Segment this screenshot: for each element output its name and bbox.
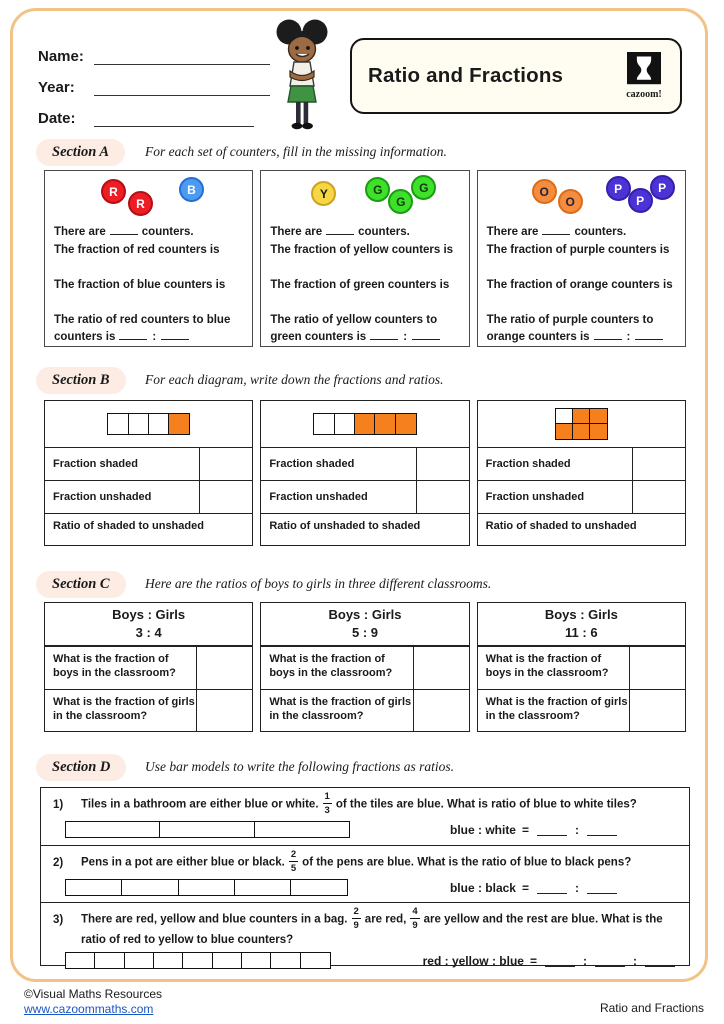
unshaded-cell xyxy=(94,952,125,969)
shaded-grid-diagram xyxy=(478,401,685,448)
counter-b: B xyxy=(179,177,204,202)
shaded-cell xyxy=(589,423,608,440)
shaded-cell xyxy=(555,423,574,440)
counter-set-1 xyxy=(45,171,252,221)
shaded-cell xyxy=(572,423,591,440)
unshaded-cell xyxy=(107,413,129,435)
shaded-cell xyxy=(354,413,376,435)
answer-blank[interactable] xyxy=(587,824,617,836)
counter-p: P xyxy=(606,176,631,201)
answer-blank[interactable] xyxy=(587,882,617,894)
unshaded-cell xyxy=(124,952,155,969)
fraction-line-yellow: The fraction of yellow counters is xyxy=(270,244,454,256)
ratio-heading: Boys : Girls 3 : 4 xyxy=(45,603,252,647)
unshaded-cell xyxy=(290,879,348,896)
count-blank[interactable] xyxy=(326,223,354,235)
bar-model-9 xyxy=(65,952,331,969)
section-d-label: Section D xyxy=(36,754,126,781)
name-field-row xyxy=(38,34,278,65)
counter-set-2 xyxy=(261,171,468,221)
diagram-box-1 xyxy=(44,400,253,546)
answer-blank[interactable] xyxy=(545,955,575,967)
ratio-row[interactable]: Ratio of shaded to unshaded xyxy=(485,520,637,532)
fraction-line-orange: The fraction of orange counters is xyxy=(486,279,673,291)
answer-line: blue : black = : xyxy=(450,881,619,895)
fraction-line-purple: The fraction of purple counters is xyxy=(486,244,670,256)
cazoom-logo xyxy=(616,52,680,100)
answer-blank[interactable] xyxy=(645,955,675,967)
girls-fraction-row: What is the fraction of girls in the classroom? xyxy=(478,690,685,732)
ratio-line: The ratio of red counters to blue counters is : xyxy=(54,314,231,343)
section-c-boxes xyxy=(44,602,686,732)
answer-cell[interactable] xyxy=(629,690,685,732)
counter-box-3 xyxy=(477,170,686,347)
ratio-row[interactable]: Ratio of shaded to unshaded xyxy=(53,520,204,532)
count-blank[interactable] xyxy=(110,223,138,235)
year-input-line[interactable] xyxy=(94,75,270,96)
year-label: Year: xyxy=(38,79,75,96)
unshaded-cell xyxy=(153,952,184,969)
section-d-instruction: Use bar models to write the following fractions as ratios. xyxy=(145,759,455,774)
ratio-heading: Boys : Girls 5 : 9 xyxy=(261,603,468,647)
section-c-instruction: Here are the ratios of boys to girls in three different classrooms. xyxy=(145,576,492,591)
year-field-row xyxy=(38,65,278,96)
counter-r: R xyxy=(101,179,126,204)
fraction-four-ninths: $\frac{4}{9}$ xyxy=(412,906,418,931)
unshaded-cell xyxy=(178,879,236,896)
section-a-label: Section A xyxy=(36,139,125,166)
name-label: Name: xyxy=(38,48,84,65)
counter-box-2 xyxy=(260,170,469,347)
girls-fraction-row: What is the fraction of girls in the classroom? xyxy=(45,690,252,732)
count-line: There are counters. xyxy=(270,223,463,240)
diagram-box-2 xyxy=(260,400,469,546)
fraction-two-ninths: $\frac{2}{9}$ xyxy=(353,906,359,931)
counter-p: P xyxy=(650,175,675,200)
answer-blank[interactable] xyxy=(595,955,625,967)
boys-girls-ratio: 5 : 9 xyxy=(351,625,378,640)
shaded-bar-diagram xyxy=(45,401,252,448)
problem-number: 1) xyxy=(53,798,64,811)
problem-number: 2) xyxy=(53,856,64,869)
ratio-blank[interactable] xyxy=(594,328,622,340)
footer-document-title: Ratio and Fractions xyxy=(599,1001,704,1015)
answer-cell[interactable] xyxy=(196,647,252,689)
shaded-cell xyxy=(395,413,417,435)
problem-number: 3) xyxy=(53,913,64,926)
answer-cell[interactable] xyxy=(629,647,685,689)
name-input-line[interactable] xyxy=(94,44,270,65)
ratio-blank[interactable] xyxy=(119,328,147,340)
counter-set-3 xyxy=(478,171,685,221)
bar-model-5 xyxy=(65,879,348,896)
answer-cell[interactable] xyxy=(199,481,252,513)
counter-r: R xyxy=(128,191,153,216)
boys-fraction-row: What is the fraction of boys in the classroom? xyxy=(478,647,685,690)
unshaded-cell xyxy=(212,952,243,969)
fraction-unshaded-row: Fraction unshaded xyxy=(45,481,252,514)
worksheet-title-box xyxy=(350,38,682,114)
answer-cell[interactable] xyxy=(199,448,252,480)
answer-blank[interactable] xyxy=(537,824,567,836)
copyright-text: ©Visual Maths Resources xyxy=(24,987,163,1001)
shaded-bar-diagram xyxy=(261,401,468,448)
unshaded-cell xyxy=(241,952,272,969)
classroom-box-2 xyxy=(260,602,469,732)
fraction-shaded-row: Fraction shaded xyxy=(45,448,252,481)
unshaded-cell xyxy=(148,413,170,435)
counter-p: P xyxy=(628,188,653,213)
answer-blank[interactable] xyxy=(537,882,567,894)
student-character-illustration xyxy=(270,18,334,137)
fraction-line-blue: The fraction of blue counters is xyxy=(54,279,226,291)
unshaded-cell xyxy=(182,952,213,969)
unshaded-cell xyxy=(300,952,331,969)
section-d-box xyxy=(40,787,690,966)
answer-cell[interactable] xyxy=(416,448,469,480)
cazoommaths-link[interactable]: www.cazoommaths.com xyxy=(24,1002,154,1016)
cazoom-logo-text: cazoom! xyxy=(626,89,662,100)
girls-fraction-row: What is the fraction of girls in the classroom? xyxy=(261,690,468,732)
bar-model-3 xyxy=(65,821,350,838)
unshaded-cell xyxy=(128,413,150,435)
date-input-line[interactable] xyxy=(94,106,254,127)
footer-left xyxy=(24,987,162,1017)
counter-o: O xyxy=(558,189,583,214)
count-blank[interactable] xyxy=(542,223,570,235)
unshaded-cell xyxy=(254,821,350,838)
answer-line: red : yellow : blue = : : xyxy=(423,954,677,968)
ratio-row[interactable]: Ratio of unshaded to shaded xyxy=(269,520,421,532)
section-c-label: Section C xyxy=(36,571,126,598)
answer-cell[interactable] xyxy=(413,690,469,732)
answer-line: blue : white = : xyxy=(450,823,619,837)
problem-text: There are red, yellow and blue counters in a bag. xyxy=(81,913,348,926)
section-b-boxes xyxy=(44,400,686,546)
count-line: There are counters. xyxy=(487,223,680,240)
boys-fraction-row: What is the fraction of boys in the classroom? xyxy=(261,647,468,690)
fraction-line-red: The fraction of red counters is xyxy=(54,244,220,256)
classroom-box-3 xyxy=(477,602,686,732)
counter-g: G xyxy=(388,189,413,214)
section-b-label: Section B xyxy=(36,367,126,394)
ratio-blank[interactable] xyxy=(635,328,663,340)
problem-text: Pens in a pot are either blue or black. xyxy=(81,856,285,869)
section-a-instruction: For each set of counters, fill in the missing information. xyxy=(145,144,447,159)
counter-box-1 xyxy=(44,170,253,347)
counter-y: Y xyxy=(311,181,336,206)
unshaded-cell xyxy=(159,821,255,838)
unshaded-cell xyxy=(234,879,292,896)
ratio-blank[interactable] xyxy=(370,328,398,340)
unshaded-cell xyxy=(121,879,179,896)
fraction-one-third: $\frac{1}{3}$ xyxy=(324,791,330,816)
count-line: There are counters. xyxy=(54,223,247,240)
unshaded-cell xyxy=(65,879,123,896)
boys-girls-ratio: 11 : 6 xyxy=(565,625,598,640)
shaded-cell xyxy=(168,413,190,435)
unshaded-cell xyxy=(65,952,96,969)
counter-g: G xyxy=(411,175,436,200)
fraction-line-green: The fraction of green counters is xyxy=(270,279,450,291)
fraction-two-fifths: $\frac{2}{5}$ xyxy=(290,849,297,874)
answer-cell[interactable] xyxy=(632,481,685,513)
cazoom-logo-icon xyxy=(626,52,662,86)
ratio-heading: Boys : Girls 11 : 6 xyxy=(478,603,685,647)
answer-cell[interactable] xyxy=(416,481,469,513)
unshaded-cell xyxy=(65,821,161,838)
date-label: Date: xyxy=(38,110,76,127)
fraction-shaded-row: Fraction shaded xyxy=(261,448,468,481)
ratio-line: The ratio of yellow counters to green counters is : xyxy=(270,312,463,345)
classroom-box-1 xyxy=(44,602,253,732)
problem-1: 1) Tiles in a bathroom are either blue or white. $\frac{1}{3}$ of the tiles are blue. What is ratio of blue to white tiles? blue : white = : xyxy=(41,788,689,846)
section-b-instruction: For each diagram, write down the fractions and ratios. xyxy=(145,372,444,387)
boys-girls-ratio: 3 : 4 xyxy=(135,625,162,640)
student-fields xyxy=(38,34,278,127)
answer-cell[interactable] xyxy=(413,647,469,689)
boys-fraction-row: What is the fraction of boys in the classroom? xyxy=(45,647,252,690)
problem-text: Tiles in a bathroom are either blue or white. xyxy=(81,798,319,811)
ratio-blank[interactable] xyxy=(412,328,440,340)
unshaded-cell xyxy=(313,413,335,435)
unshaded-cell xyxy=(270,952,301,969)
section-a-boxes xyxy=(44,170,686,347)
date-field-row xyxy=(38,96,278,127)
counter-o: O xyxy=(532,179,557,204)
problem-3: 3) There are red, yellow and blue counters in a bag. $\frac{2}{9}$ are red, $\frac{4}{9}$ are yellow and the rest are blue. What is the ratio of red to yellow to blue counters? red : yellow : blue = : : xyxy=(41,903,689,964)
shaded-cell xyxy=(374,413,396,435)
worksheet-title: Ratio and Fractions xyxy=(368,64,564,87)
counter-g: G xyxy=(365,177,390,202)
fraction-shaded-row: Fraction shaded xyxy=(478,448,685,481)
problem-2: 2) Pens in a pot are either blue or black. $\frac{2}{5}$ of the pens are blue. What is the ratio of blue to black pens? blue : black = : xyxy=(41,846,689,903)
fraction-unshaded-row: Fraction unshaded xyxy=(478,481,685,514)
answer-cell[interactable] xyxy=(632,448,685,480)
answer-cell[interactable] xyxy=(196,690,252,732)
fraction-unshaded-row: Fraction unshaded xyxy=(261,481,468,514)
unshaded-cell xyxy=(334,413,356,435)
ratio-blank[interactable] xyxy=(161,328,189,340)
diagram-box-3 xyxy=(477,400,686,546)
ratio-line: The ratio of purple counters to orange counters is : xyxy=(487,312,680,345)
